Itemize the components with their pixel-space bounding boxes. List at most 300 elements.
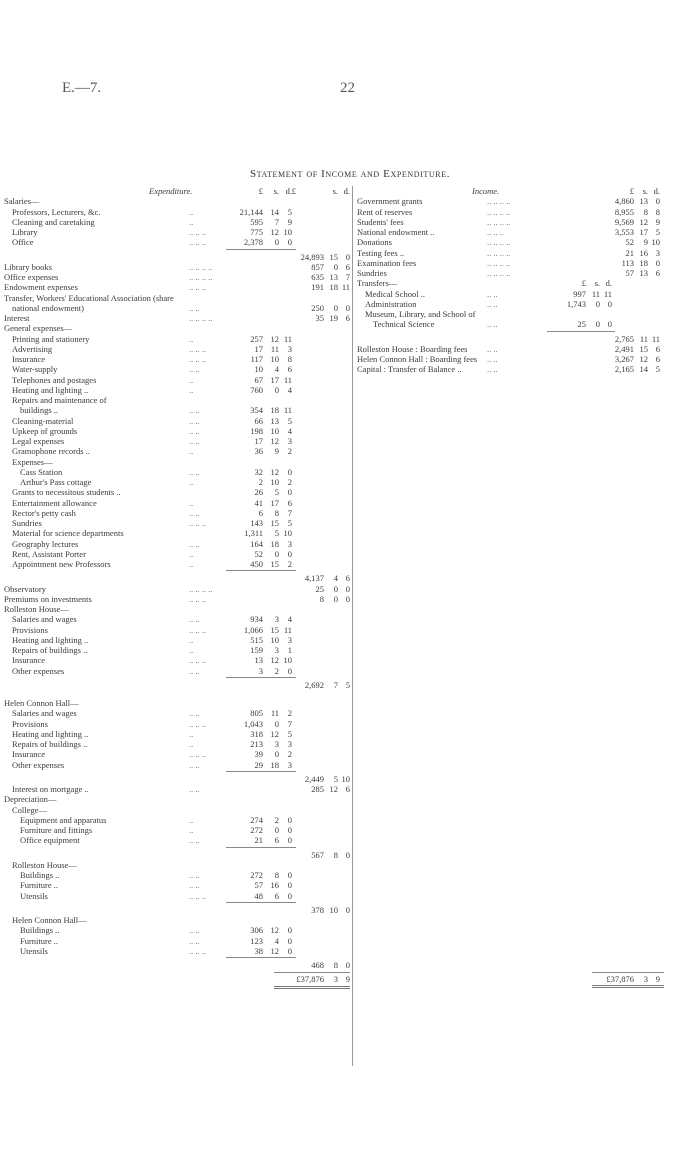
amount-pounds: 2 — [258, 477, 263, 487]
amount-shillings: 0 — [274, 237, 279, 248]
row-label: Administration — [365, 298, 417, 309]
row-label: Legal expenses — [12, 436, 65, 446]
ledger-row — [4, 457, 350, 467]
row-label: Provisions — [12, 624, 48, 635]
amount-pence: 1 — [287, 645, 292, 655]
ledger-row — [357, 309, 697, 319]
leader-dots: .. — [189, 739, 194, 749]
amount-shillings: 9 — [643, 237, 648, 248]
ledger-row — [4, 227, 350, 237]
amount-pence: 6 — [287, 364, 292, 375]
row-label: Utensils — [20, 945, 48, 956]
amount-shillings: 18 — [270, 538, 279, 549]
ledger-row — [4, 749, 350, 759]
row-label: Buildings .. — [20, 925, 60, 936]
row-label: Gramophone records .. — [12, 446, 90, 457]
amount-pounds: 117 — [250, 354, 263, 364]
subtotal-rule — [226, 771, 296, 772]
ledger-row — [357, 248, 697, 258]
amount-total-pounds: 4,137 — [304, 573, 324, 584]
spacer-row — [4, 690, 350, 698]
leader-dots: .. — [189, 825, 194, 835]
amount-pence: 5 — [287, 728, 292, 739]
amount-pence: 10 — [283, 528, 292, 539]
currency-header-pence: d. — [343, 186, 350, 196]
amount-total-shillings: 13 — [329, 272, 338, 282]
leader-dots: .. — [189, 384, 194, 395]
amount-total-shillings: 5 — [333, 773, 338, 784]
leader-dots: .. .. — [189, 925, 200, 936]
amount-shillings: 11 — [639, 333, 648, 344]
amount-shillings: 17 — [639, 227, 648, 237]
ledger-row — [4, 446, 350, 456]
row-label: Entertainment allowance — [12, 497, 97, 508]
amount-inner-shillings: 0 — [595, 298, 600, 309]
leader-dots: .. .. — [487, 364, 498, 375]
leader-dots: .. .. — [189, 405, 200, 416]
row-label: Telephones and postages — [12, 374, 97, 385]
leader-dots: .. — [189, 634, 194, 645]
amount-shillings: 3 — [274, 645, 279, 655]
amount-shillings: 14 — [639, 364, 648, 375]
currency-header-sub-shillings: s. — [273, 186, 279, 196]
amount-total-pounds: 857 — [311, 261, 324, 272]
amount-shillings: 8 — [274, 870, 279, 880]
amount-shillings: 16 — [639, 247, 648, 258]
amount-shillings: 16 — [270, 880, 279, 891]
leader-dots: .. .. .. — [189, 354, 206, 364]
leader-dots: .. .. — [189, 880, 200, 891]
amount-shillings: 0 — [274, 548, 279, 559]
row-label: Premiums on investments — [4, 593, 92, 604]
amount-inner-pence: 0 — [607, 319, 612, 330]
leader-dots: .. .. .. — [189, 718, 206, 729]
amount-pence: 6 — [287, 497, 292, 508]
row-label: Helen Connon Hall— — [12, 915, 87, 925]
amount-total-shillings: 0 — [333, 593, 338, 604]
ledger-row — [4, 559, 350, 569]
total-row — [4, 573, 350, 583]
currency-header-total-pounds: £ — [291, 186, 296, 196]
amount-shillings: 7 — [274, 216, 279, 227]
ledger-row — [4, 645, 350, 655]
leader-dots: .. .. — [189, 425, 200, 436]
row-label: Museum, Library, and School of — [365, 309, 476, 319]
row-label: Interest on mortgage .. — [12, 784, 89, 794]
amount-pence: 7 — [287, 507, 292, 518]
leader-dots: .. .. — [189, 436, 200, 446]
amount-pounds: 354 — [250, 405, 263, 416]
ledger-row — [4, 729, 350, 739]
amount-pounds: 17 — [254, 436, 263, 446]
amount-pounds: 8,955 — [614, 206, 634, 217]
amount-total-pounds: 468 — [311, 960, 324, 970]
ledger-row — [4, 196, 350, 206]
leader-dots: .. .. — [189, 364, 200, 375]
amount-pence: 0 — [287, 814, 292, 825]
amount-pence: 5 — [287, 206, 292, 217]
amount-pounds: 934 — [250, 614, 263, 625]
income-total-rule — [592, 972, 664, 973]
total-row — [4, 774, 350, 784]
amount-pounds: 52 — [625, 237, 634, 248]
amount-shillings: 11 — [270, 343, 279, 354]
row-label: Depreciation— — [4, 794, 57, 805]
row-label: Upkeep of grounds — [12, 425, 78, 436]
amount-pence: 10 — [651, 237, 660, 248]
leader-dots: .. .. .. — [487, 227, 504, 237]
amount-shillings: 0 — [274, 718, 279, 729]
ledger-row — [4, 426, 350, 436]
amount-pence: 5 — [655, 364, 660, 375]
amount-total-pence: 6 — [345, 573, 350, 584]
amount-shillings: 4 — [274, 935, 279, 946]
amount-pence: 3 — [287, 634, 292, 645]
ledger-row — [4, 815, 350, 825]
ledger-row — [4, 487, 350, 497]
amount-pounds: 32 — [254, 466, 263, 477]
ledger-row — [4, 405, 350, 415]
amount-shillings: 14 — [270, 206, 279, 217]
subtotal-rule — [226, 902, 296, 903]
row-label: Repairs and maintenance of — [12, 395, 107, 405]
subtotal-rule — [226, 957, 296, 958]
ledger-row — [357, 278, 697, 288]
leader-dots: .. .. .. .. — [189, 313, 213, 323]
ledger-row — [4, 477, 350, 487]
total-row — [4, 680, 350, 690]
currency-header-pounds: £ — [258, 186, 263, 196]
leader-dots: .. .. .. .. — [487, 268, 511, 278]
amount-pence: 11 — [651, 333, 660, 344]
row-label: Provisions — [12, 718, 48, 729]
amount-shillings: 15 — [270, 624, 279, 635]
subtotal-rule — [226, 677, 296, 678]
ledger-row — [4, 293, 350, 303]
amount-total-pence: 0 — [345, 251, 350, 262]
ledger-row — [4, 584, 350, 594]
row-label: Office — [12, 237, 34, 248]
ledger-row — [4, 334, 350, 344]
ledger-row — [4, 739, 350, 749]
amount-pence: 2 — [287, 749, 292, 760]
amount-pence: 9 — [287, 216, 292, 227]
amount-pence: 2 — [287, 708, 292, 719]
ledger-row — [4, 237, 350, 247]
income-column — [357, 186, 697, 985]
amount-total-pounds: 25 — [315, 583, 324, 594]
amount-shillings: 13 — [639, 196, 648, 207]
amount-shillings: 5 — [274, 487, 279, 498]
amount-shillings: 9 — [274, 446, 279, 457]
row-label: Office expenses — [4, 272, 59, 282]
ledger-row — [4, 825, 350, 835]
ledger-row — [357, 237, 697, 247]
row-label: Testing fees .. — [357, 247, 405, 258]
amount-inner-pounds: 997 — [573, 288, 586, 299]
amount-pounds: 272 — [250, 825, 263, 835]
amount-pounds: 2,765 — [614, 333, 634, 344]
ledger-row — [357, 258, 697, 268]
amount-pence: 11 — [283, 624, 292, 635]
amount-pence: 0 — [287, 548, 292, 559]
leader-dots: .. — [189, 645, 194, 655]
row-label: National endowment .. — [357, 227, 435, 237]
row-label: Professors, Lecturers, &c. — [12, 206, 101, 217]
amount-pence: 11 — [283, 405, 292, 416]
leader-dots: .. .. .. .. — [189, 583, 213, 594]
amount-total-pence: 0 — [345, 904, 350, 915]
amount-total-pounds: 2,449 — [304, 773, 324, 784]
ledger-row — [4, 784, 350, 794]
amount-pounds: 515 — [250, 634, 263, 645]
amount-total-pounds: £37,876 — [606, 974, 634, 985]
leader-dots: .. .. — [189, 538, 200, 549]
page-number: 22 — [340, 80, 355, 96]
leader-dots: .. .. .. — [189, 227, 206, 237]
amount-total-shillings: 3 — [643, 974, 648, 985]
amount-shillings: 12 — [270, 227, 279, 237]
leader-dots: .. .. .. — [189, 945, 206, 956]
leader-dots: .. .. .. .. — [487, 216, 511, 227]
amount-total-shillings: 7 — [333, 679, 338, 690]
ledger-row — [4, 719, 350, 729]
page-title: Statement of Income and Expenditure. — [249, 168, 451, 180]
amount-pence: 7 — [287, 718, 292, 729]
leader-dots: .. — [189, 814, 194, 825]
row-label: Buildings .. — [20, 870, 60, 880]
leader-dots: .. .. .. .. — [487, 247, 511, 258]
ledger-row — [4, 518, 350, 528]
leader-dots: .. — [189, 216, 194, 227]
amount-total-pounds: 35 — [315, 313, 324, 323]
leader-dots: .. .. .. .. — [487, 237, 511, 248]
ledger-row — [4, 698, 350, 708]
amount-pence: 0 — [287, 237, 292, 248]
leader-dots: .. .. .. — [189, 237, 206, 248]
amount-pence: 4 — [287, 384, 292, 395]
row-label: Donations — [357, 237, 392, 248]
leader-dots: .. .. .. — [189, 749, 206, 760]
amount-pounds: 159 — [250, 645, 263, 655]
ledger-row — [4, 282, 350, 292]
currency-header-shillings: s. — [332, 186, 338, 196]
amount-pence: 5 — [655, 227, 660, 237]
leader-dots: .. .. .. — [189, 655, 206, 666]
amount-total-pounds: 285 — [311, 784, 324, 794]
amount-pence: 6 — [655, 354, 660, 364]
amount-pounds: 3,553 — [614, 227, 634, 237]
amount-total-pence: 7 — [345, 272, 350, 282]
amount-pounds: 2,378 — [243, 237, 263, 248]
ledger-row — [4, 323, 350, 333]
ledger-row — [4, 666, 350, 676]
ledger-row — [4, 313, 350, 323]
row-label: Insurance — [12, 655, 46, 666]
row-label: Salaries and wages — [12, 708, 77, 719]
ledger-row — [4, 508, 350, 518]
amount-total-pence: 6 — [345, 261, 350, 272]
amount-pounds: 10 — [254, 364, 263, 375]
amount-pence: 6 — [655, 268, 660, 278]
expenditure-column — [4, 186, 350, 989]
leader-dots: .. — [189, 446, 194, 457]
amount-total-pounds: 635 — [311, 272, 324, 282]
ledger-row — [4, 936, 350, 946]
currency-header-shillings: s. — [642, 186, 648, 196]
row-label: Rent of reserves — [357, 206, 413, 217]
ledger-row — [4, 805, 350, 815]
amount-pence: 5 — [287, 415, 292, 426]
ledger-row — [4, 870, 350, 880]
amount-shillings: 17 — [270, 374, 279, 385]
leader-dots: .. .. .. — [189, 624, 206, 635]
amount-pounds: 1,066 — [243, 624, 263, 635]
amount-pounds: 21 — [625, 247, 634, 258]
row-label: Expenses— — [12, 456, 53, 467]
amount-pence: 3 — [287, 739, 292, 749]
amount-pounds: 198 — [250, 425, 263, 436]
amount-total-shillings: 4 — [333, 573, 338, 584]
row-label: Salaries— — [4, 196, 40, 207]
leader-dots: .. .. .. .. — [189, 272, 213, 282]
amount-shillings: 15 — [270, 518, 279, 528]
ledger-row — [4, 467, 350, 477]
amount-inner-shillings: 11 — [591, 288, 600, 299]
subtotal-rule — [226, 847, 296, 848]
amount-pounds: 595 — [250, 216, 263, 227]
ledger-row — [4, 436, 350, 446]
amount-pounds: 38 — [254, 945, 263, 956]
ledger-row — [357, 207, 697, 217]
leader-dots: .. .. — [487, 298, 498, 309]
ledger-row — [4, 416, 350, 426]
income-total-block — [357, 970, 697, 990]
amount-total-pence: 9 — [655, 974, 660, 985]
ledger-row — [4, 272, 350, 282]
row-label: Rolleston House— — [4, 604, 69, 614]
amount-pounds: 3,267 — [614, 354, 634, 364]
amount-pence: 11 — [283, 374, 292, 385]
row-label: Sundries — [357, 268, 387, 278]
column-divider — [352, 186, 353, 1066]
amount-pence: 3 — [287, 759, 292, 770]
amount-total-pence: 0 — [345, 583, 350, 594]
ledger-row — [4, 708, 350, 718]
total-row — [4, 974, 350, 984]
amount-pence: 10 — [283, 655, 292, 666]
amount-pence: 0 — [655, 257, 660, 268]
amount-pence: 4 — [287, 614, 292, 625]
total-row — [4, 850, 350, 860]
amount-pence: 0 — [287, 925, 292, 936]
ledger-row — [4, 498, 350, 508]
amount-total-shillings: 8 — [333, 849, 338, 860]
amount-pence: 0 — [287, 870, 292, 880]
amount-total-pence: 9 — [345, 974, 350, 985]
amount-pounds: 66 — [254, 415, 263, 426]
amount-total-pence: 0 — [345, 960, 350, 970]
row-label: Rent, Assistant Porter — [12, 548, 86, 559]
amount-pounds: 3 — [258, 665, 263, 676]
ledger-row — [4, 354, 350, 364]
amount-total-pounds: 250 — [311, 302, 324, 313]
ledger-row — [357, 227, 697, 237]
ledger-row — [4, 794, 350, 804]
amount-shillings: 18 — [270, 759, 279, 770]
amount-pounds: 123 — [250, 935, 263, 946]
leader-dots: .. .. .. — [189, 282, 206, 293]
amount-pounds: 805 — [250, 708, 263, 719]
amount-pence: 0 — [287, 890, 292, 901]
row-label: Government grants — [357, 196, 423, 207]
amount-shillings: 0 — [274, 384, 279, 395]
currency-header-pounds: £ — [629, 186, 634, 196]
subtotal-rule — [274, 972, 350, 973]
row-label: buildings .. — [20, 405, 59, 416]
row-label: Furniture .. — [20, 880, 59, 891]
amount-total-pence: 11 — [341, 282, 350, 293]
ledger-row — [4, 604, 350, 614]
ledger-row — [4, 835, 350, 845]
amount-shillings: 0 — [274, 825, 279, 835]
leader-dots: .. .. — [487, 354, 498, 364]
amount-shillings: 12 — [270, 466, 279, 477]
amount-shillings: 12 — [639, 354, 648, 364]
amount-pence: 0 — [287, 880, 292, 891]
amount-total-pence: 6 — [345, 784, 350, 794]
leader-dots: .. — [189, 728, 194, 739]
amount-pounds: 213 — [250, 739, 263, 749]
total-row — [4, 252, 350, 262]
amount-pence: 3 — [655, 247, 660, 258]
ledger-row — [4, 207, 350, 217]
row-label: Geography lectures — [12, 538, 79, 549]
row-label: Cleaning-material — [12, 415, 74, 426]
leader-dots: .. .. — [189, 708, 200, 719]
amount-shillings: 0 — [274, 749, 279, 760]
amount-pounds: 164 — [250, 538, 263, 549]
expenditure-heading-row — [4, 186, 350, 196]
row-label: Advertising — [12, 343, 53, 354]
row-label: Library books — [4, 261, 52, 272]
amount-total-pence: 6 — [345, 313, 350, 323]
leader-dots: .. .. — [487, 288, 498, 299]
ledger-row — [357, 344, 697, 354]
amount-inner-pence: 0 — [607, 298, 612, 309]
amount-pounds: 26 — [254, 487, 263, 498]
amount-shillings: 4 — [274, 364, 279, 375]
amount-shillings: 15 — [639, 343, 648, 354]
row-label: Library — [12, 227, 38, 237]
amount-pounds: 17 — [254, 343, 263, 354]
amount-shillings: 13 — [639, 268, 648, 278]
ledger-row — [4, 594, 350, 604]
leader-dots: .. — [189, 374, 194, 385]
amount-pence: 0 — [287, 487, 292, 498]
amount-pounds: 274 — [250, 814, 263, 825]
income-heading: Income. — [472, 186, 500, 196]
amount-pounds: 57 — [254, 880, 263, 891]
ledger-row — [4, 344, 350, 354]
leader-dots: .. .. .. .. — [487, 206, 511, 217]
total-row — [4, 960, 350, 970]
amount-shillings: 12 — [270, 728, 279, 739]
leader-dots: .. — [189, 333, 194, 344]
leader-dots: .. .. — [189, 466, 200, 477]
amount-pence: 3 — [287, 343, 292, 354]
amount-pence: 8 — [287, 354, 292, 364]
